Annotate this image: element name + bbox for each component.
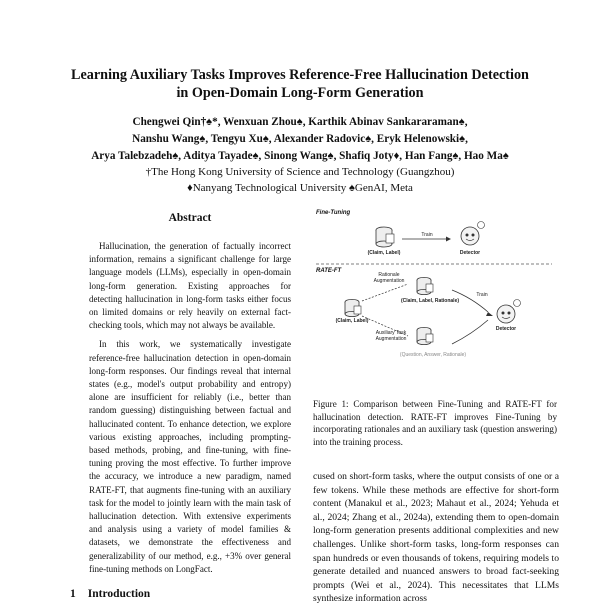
abstract-body bbox=[89, 240, 291, 582]
affiliation-line-2: ♦Nanyang Technological University ♠GenAI, Meta bbox=[187, 182, 413, 194]
affiliations bbox=[40, 164, 560, 196]
paper-title bbox=[40, 66, 560, 102]
authors-line-2: Nanshu Wang♠, Tengyu Xu♠, Alexander Radovic♠, Eryk Helenowski♠, bbox=[132, 133, 468, 145]
abstract-paragraph-1: Hallucination, the generation of factually incorrect information, remains a significant challenge for large language models (LLMs), especially in open-domain long-form generation. Existing approaches for detecting hallucination in long-form tasks either focus on limited domains or rely heavily on external fact-checking tools, which may not always be available. bbox=[89, 241, 291, 331]
intro-paragraph: cused on short-form tasks, where the output consists of one or a few tokens. While these methods are effective for short-form content (Manakul et al., 2023; Mahaut et al., 2024; Yehuda et al., 2024; Zhang et al., 2024a), extending them to open-domain long-form generation presents additional complexities and new challenges. Unlike short-form tasks, long-form responses can span hundreds or even thousands of tokens, requiring models to generate detailed and nuanced answers to broad fact-seeking prompts (Wei et al., 2024). This necessitates that LLMs synthesize information across bbox=[313, 471, 559, 605]
intro-body-text bbox=[313, 470, 559, 606]
robot-detector-icon bbox=[461, 222, 485, 246]
database-icon bbox=[376, 227, 394, 247]
train-label-top: Train bbox=[421, 232, 433, 238]
train-label-bottom: Train bbox=[476, 292, 488, 298]
section-title: Introduction bbox=[87, 588, 151, 600]
section-heading-introduction bbox=[70, 588, 150, 600]
auxiliary-task-augmentation-label: Auxiliary Task Augmentation bbox=[375, 330, 407, 342]
section-number: 1 bbox=[70, 588, 76, 600]
claim-label-left: (Claim, Label) bbox=[335, 318, 369, 324]
abstract-paragraph-2: In this work, we systematically investigate reference-free hallucination detection in open-domain long-form responses. Our findings reveal that internal states (e.g., model's output probability and entropy) alone are insufficient for reliably (i.e., better than random guessing) distinguishing between factual and hallucinated content. To enhance detection, we explore various existing approaches, including prompting-based methods, probing, and fine-tuning, with fine-tuning proving the most effective. To further improve the accuracy, we introduce a new paradigm, named RATE-FT, that augments fine-tuning with an auxiliary task for the model to jointly learn with the main task of hallucination detection. With extensive experiments and analysis using a variety of model families & datasets, we demonstrate the effectiveness and generalizability of our method, e.g., +3% over general fine-tuning methods on LongFact. bbox=[89, 339, 291, 574]
title-line-1: Learning Auxiliary Tasks Improves Reference-Free Hallucination Detection bbox=[71, 67, 529, 83]
figure-1 bbox=[312, 206, 556, 382]
authors-line-1: Chengwei Qin†♠*, Wenxuan Zhou♠, Karthik Abinav Sankararaman♠, bbox=[132, 116, 468, 128]
author-list bbox=[40, 114, 560, 165]
robot-detector-icon bbox=[497, 300, 521, 324]
rationale-augmentation-label: Rationale Augmentation bbox=[373, 272, 405, 284]
database-icon bbox=[417, 277, 433, 294]
arrowhead-icon bbox=[486, 312, 493, 316]
rate-ft-label: RATE-FT bbox=[316, 268, 342, 274]
title-line-2: in Open-Domain Long-Form Generation bbox=[176, 85, 424, 101]
database-icon bbox=[417, 327, 433, 344]
detector-label-top: Detector bbox=[459, 250, 481, 256]
database-icon bbox=[345, 299, 361, 316]
affiliation-line-1: †The Hong Kong University of Science and Technology (Guangzhou) bbox=[145, 166, 455, 178]
claim-label-rationale: (Claim, Label, Rationale) bbox=[400, 298, 460, 304]
question-answer-rationale-label: (Question, Answer, Rationale) bbox=[399, 352, 467, 358]
curved-arrow-icon bbox=[452, 320, 488, 344]
abstract-heading: Abstract bbox=[168, 212, 212, 224]
authors-line-3: Arya Talebzadeh♠, Aditya Tayade♠, Sinong Wang♠, Shafiq Joty♦, Han Fang♠, Hao Ma♠ bbox=[91, 150, 509, 162]
fine-tuning-label: Fine-Tuning bbox=[316, 210, 351, 216]
detector-label-bottom: Detector bbox=[495, 326, 517, 332]
claim-label-top: (Claim, Label) bbox=[367, 250, 401, 256]
figure-caption: Figure 1: Comparison between Fine-Tuning and RATE-FT for hallucination detection. RATE-FT improves Fine-Tuning by incorporating rationales and an auxiliary task (question answering) into the training process. bbox=[313, 399, 557, 447]
